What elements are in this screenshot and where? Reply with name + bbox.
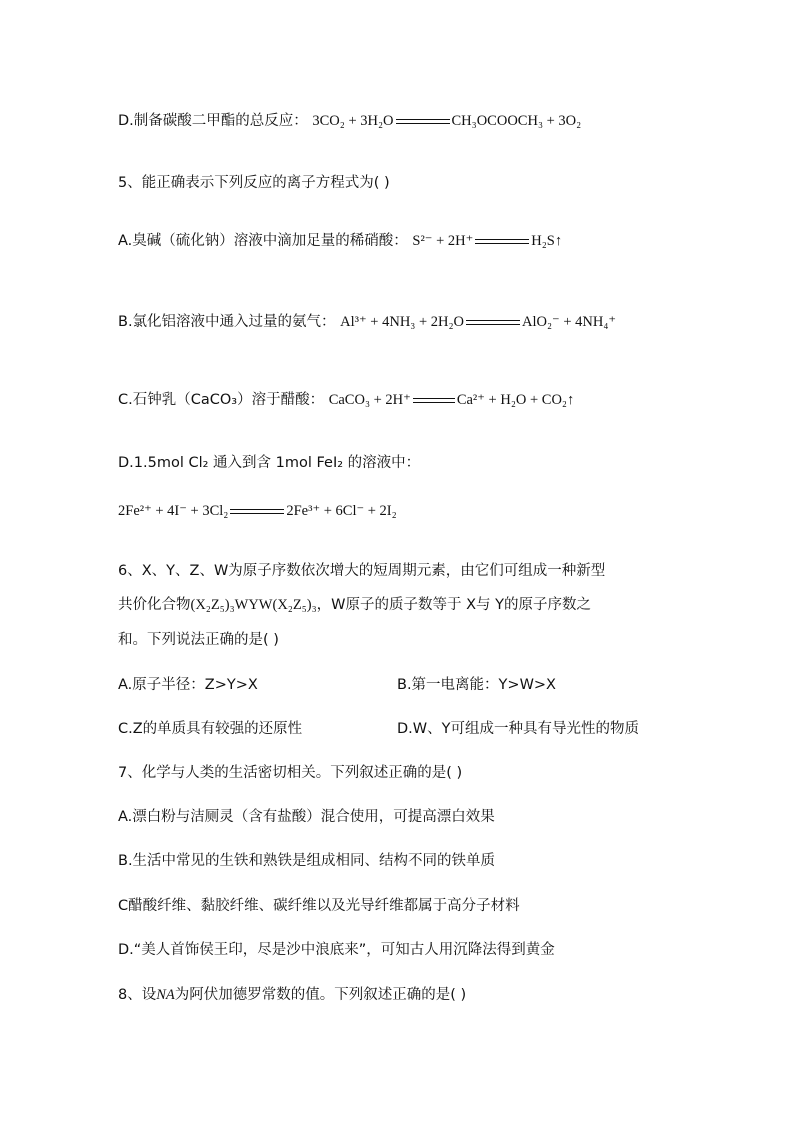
q5-d-equation-rhs: 2Fe³⁺ + 6Cl⁻ + 2I₂ [286,503,397,519]
equals-sign-icon [396,119,450,124]
q5-d-equation-lhs: 2Fe²⁺ + 4I⁻ + 3Cl₂ [118,503,229,519]
q6-stem-line3: 和。下列说法正确的是( ) [118,632,279,648]
q6-option-a: A.原子半径：Z>Y>X [118,677,258,693]
q8-stem-post: 为阿伏加德罗常数的值。下列叙述正确的是( ) [174,987,467,1003]
q6-option-c: C.Z的单质具有较强的还原性 [118,721,303,737]
q5-b-label: B.氯化铝溶液中通入过量的氨气： [118,314,336,330]
q4-d-label: D.制备碳酸二甲酯的总反应： [118,113,308,129]
q6-option-b: B.第一电离能：Y>W>X [397,677,556,693]
q4-d-equation-rhs: CH₃OCOOCH₃ + 3O₂ [451,113,582,129]
q5-stem: 5、能正确表示下列反应的离子方程式为( ) [118,175,390,191]
q7-option-c: C醋酸纤维、黏胶纤维、碳纤维以及光导纤维都属于高分子材料 [118,898,520,914]
q8-stem [118,987,466,1004]
q8-stem-pre: 8、设 [118,987,157,1003]
q5-option-d-equation [118,503,397,520]
q4-option-d [118,113,581,130]
q7-option-d: D.“美人首饰侯王印，尽是沙中浪底来”，可知古人用沉降法得到黄金 [118,942,555,958]
q4-d-equation-lhs: 3CO₂ + 3H₂O [312,113,394,129]
q5-b-equation-lhs: Al³⁺ + 4NH₃ + 2H₂O [340,314,465,330]
equals-sign-icon [475,239,529,244]
q5-a-label: A.臭碱（硫化钠）溶液中滴加足量的稀硝酸： [118,233,408,249]
q5-a-equation-rhs: H₂S↑ [531,233,563,249]
q5-a-equation-lhs: S²⁻ + 2H⁺ [412,233,474,249]
equals-sign-icon [466,320,520,325]
q6-option-d: D.W、Y可组成一种具有导光性的物质 [397,721,639,737]
q5-c-equation-lhs: CaCO₃ + 2H⁺ [328,392,411,408]
q6-stem-pre: 共价化合物 [118,597,191,613]
q7-option-b: B.生活中常见的生铁和熟铁是组成相同、结构不同的铁单质 [118,853,496,869]
q6-stem-line1: 6、X、Y、Z、W为原子序数依次增大的短周期元素，由它们可组成一种新型 [118,563,606,579]
q6-stem-line2 [118,597,591,614]
equals-sign-icon [230,509,284,514]
q5-c-equation-rhs: Ca²⁺ + H₂O + CO₂↑ [456,392,575,408]
q5-c-label: C.石钟乳（CaCO₃）溶于醋酸： [118,392,325,408]
q7-stem: 7、化学与人类的生活密切相关。下列叙述正确的是( ) [118,765,463,781]
q5-option-d [118,455,420,472]
q5-b-equation-rhs: AlO₂⁻ + 4NH₄⁺ [522,314,617,330]
q5-option-b [118,314,616,331]
q8-avogadro-symbol: NA [156,987,175,1003]
q5-d-label: D.1.5mol Cl₂ 通入到含 1mol FeI₂ 的溶液中： [118,455,421,471]
q6-compound-formula: (X₂Z₅)₃WYW(X₂Z₅)₃ [190,597,317,613]
q7-option-a: A.漂白粉与洁厕灵（含有盐酸）混合使用，可提高漂白效果 [118,809,495,825]
q6-stem-post: ，W原子的质子数等于 X与 Y的原子序数之 [316,597,592,613]
q5-option-c [118,392,574,409]
equals-sign-icon [413,398,455,403]
q5-option-a [118,233,562,250]
